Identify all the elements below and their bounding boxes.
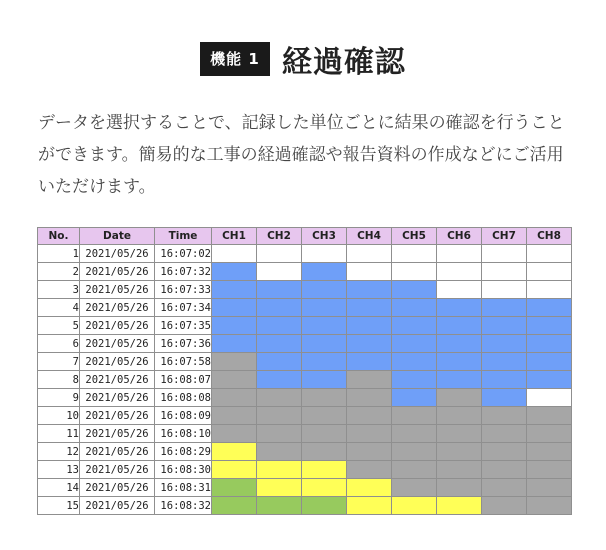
row-number: 4 bbox=[38, 299, 80, 317]
row-time: 16:08:08 bbox=[155, 389, 212, 407]
channel-cell-ch3 bbox=[302, 407, 347, 425]
channel-cell-ch2 bbox=[257, 425, 302, 443]
channel-cell-ch2 bbox=[257, 335, 302, 353]
row-number: 7 bbox=[38, 353, 80, 371]
feature-title: 経過確認 bbox=[281, 45, 406, 80]
row-date: 2021/05/26 bbox=[80, 389, 155, 407]
channel-cell-ch7 bbox=[482, 299, 527, 317]
row-date: 2021/05/26 bbox=[80, 281, 155, 299]
channel-cell-ch8 bbox=[527, 479, 572, 497]
channel-cell-ch3 bbox=[302, 263, 347, 281]
channel-cell-ch8 bbox=[527, 497, 572, 515]
table-row[interactable] bbox=[38, 353, 572, 371]
table-row[interactable] bbox=[38, 461, 572, 479]
row-date: 2021/05/26 bbox=[80, 245, 155, 263]
channel-cell-ch1 bbox=[212, 371, 257, 389]
channel-cell-ch3 bbox=[302, 479, 347, 497]
channel-cell-ch2 bbox=[257, 263, 302, 281]
table-header-row bbox=[38, 228, 572, 245]
channel-cell-ch2 bbox=[257, 479, 302, 497]
column-header-time: Time bbox=[155, 228, 212, 245]
channel-cell-ch1 bbox=[212, 389, 257, 407]
row-time: 16:07:33 bbox=[155, 281, 212, 299]
channel-cell-ch4 bbox=[347, 263, 392, 281]
channel-cell-ch4 bbox=[347, 353, 392, 371]
channel-cell-ch5 bbox=[392, 245, 437, 263]
column-header-date: Date bbox=[80, 228, 155, 245]
row-time: 16:08:32 bbox=[155, 497, 212, 515]
channel-cell-ch6 bbox=[437, 479, 482, 497]
channel-cell-ch5 bbox=[392, 299, 437, 317]
row-time: 16:07:36 bbox=[155, 335, 212, 353]
row-date: 2021/05/26 bbox=[80, 263, 155, 281]
column-header-ch3: CH3 bbox=[302, 228, 347, 245]
channel-cell-ch4 bbox=[347, 461, 392, 479]
channel-cell-ch6 bbox=[437, 389, 482, 407]
row-number: 9 bbox=[38, 389, 80, 407]
channel-cell-ch2 bbox=[257, 281, 302, 299]
channel-cell-ch8 bbox=[527, 245, 572, 263]
channel-cell-ch1 bbox=[212, 317, 257, 335]
channel-cell-ch3 bbox=[302, 497, 347, 515]
channel-cell-ch7 bbox=[482, 281, 527, 299]
channel-cell-ch7 bbox=[482, 371, 527, 389]
channel-cell-ch6 bbox=[437, 497, 482, 515]
row-time: 16:08:10 bbox=[155, 425, 212, 443]
channel-cell-ch2 bbox=[257, 317, 302, 335]
channel-cell-ch5 bbox=[392, 389, 437, 407]
channel-cell-ch4 bbox=[347, 335, 392, 353]
table-row[interactable] bbox=[38, 245, 572, 263]
row-date: 2021/05/26 bbox=[80, 335, 155, 353]
channel-cell-ch2 bbox=[257, 443, 302, 461]
row-time: 16:08:09 bbox=[155, 407, 212, 425]
channel-cell-ch1 bbox=[212, 245, 257, 263]
table-body bbox=[38, 245, 572, 515]
channel-cell-ch3 bbox=[302, 389, 347, 407]
channel-cell-ch5 bbox=[392, 281, 437, 299]
row-time: 16:07:58 bbox=[155, 353, 212, 371]
channel-cell-ch8 bbox=[527, 317, 572, 335]
channel-cell-ch6 bbox=[437, 461, 482, 479]
row-time: 16:08:07 bbox=[155, 371, 212, 389]
row-date: 2021/05/26 bbox=[80, 425, 155, 443]
channel-cell-ch7 bbox=[482, 335, 527, 353]
channel-cell-ch8 bbox=[527, 299, 572, 317]
channel-cell-ch8 bbox=[527, 353, 572, 371]
channel-cell-ch8 bbox=[527, 443, 572, 461]
table-row[interactable] bbox=[38, 407, 572, 425]
row-time: 16:08:29 bbox=[155, 443, 212, 461]
row-number: 12 bbox=[38, 443, 80, 461]
column-header-no: No. bbox=[38, 228, 80, 245]
channel-cell-ch1 bbox=[212, 443, 257, 461]
column-header-ch2: CH2 bbox=[257, 228, 302, 245]
channel-cell-ch8 bbox=[527, 335, 572, 353]
channel-cell-ch4 bbox=[347, 389, 392, 407]
channel-cell-ch2 bbox=[257, 461, 302, 479]
channel-cell-ch1 bbox=[212, 461, 257, 479]
table-row[interactable] bbox=[38, 371, 572, 389]
row-date: 2021/05/26 bbox=[80, 299, 155, 317]
row-number: 11 bbox=[38, 425, 80, 443]
channel-cell-ch1 bbox=[212, 497, 257, 515]
channel-cell-ch6 bbox=[437, 335, 482, 353]
channel-cell-ch7 bbox=[482, 443, 527, 461]
channel-cell-ch8 bbox=[527, 425, 572, 443]
channel-cell-ch3 bbox=[302, 281, 347, 299]
channel-cell-ch7 bbox=[482, 245, 527, 263]
row-number: 3 bbox=[38, 281, 80, 299]
row-date: 2021/05/26 bbox=[80, 443, 155, 461]
channel-cell-ch6 bbox=[437, 371, 482, 389]
channel-cell-ch1 bbox=[212, 353, 257, 371]
channel-cell-ch4 bbox=[347, 497, 392, 515]
row-number: 14 bbox=[38, 479, 80, 497]
channel-cell-ch5 bbox=[392, 479, 437, 497]
row-number: 2 bbox=[38, 263, 80, 281]
channel-cell-ch2 bbox=[257, 371, 302, 389]
row-date: 2021/05/26 bbox=[80, 497, 155, 515]
channel-cell-ch6 bbox=[437, 317, 482, 335]
channel-cell-ch7 bbox=[482, 389, 527, 407]
channel-cell-ch4 bbox=[347, 425, 392, 443]
channel-cell-ch5 bbox=[392, 263, 437, 281]
channel-cell-ch3 bbox=[302, 317, 347, 335]
channel-cell-ch2 bbox=[257, 389, 302, 407]
row-time: 16:07:35 bbox=[155, 317, 212, 335]
measurement-log-table bbox=[37, 227, 572, 515]
feature-description: データを選択することで、記録した単位ごとに結果の確認を行うことができます。簡易的な工事の経過確認や報告資料の作成などにご活用いただけます。 bbox=[38, 113, 565, 197]
channel-cell-ch5 bbox=[392, 335, 437, 353]
column-header-ch4: CH4 bbox=[347, 228, 392, 245]
channel-cell-ch3 bbox=[302, 335, 347, 353]
channel-cell-ch3 bbox=[302, 443, 347, 461]
channel-cell-ch1 bbox=[212, 425, 257, 443]
table-row[interactable] bbox=[38, 299, 572, 317]
table-row[interactable] bbox=[38, 479, 572, 497]
channel-cell-ch8 bbox=[527, 389, 572, 407]
channel-cell-ch3 bbox=[302, 461, 347, 479]
channel-cell-ch8 bbox=[527, 371, 572, 389]
channel-cell-ch7 bbox=[482, 407, 527, 425]
column-header-ch1: CH1 bbox=[212, 228, 257, 245]
table-row[interactable] bbox=[38, 443, 572, 461]
channel-cell-ch3 bbox=[302, 353, 347, 371]
channel-cell-ch2 bbox=[257, 299, 302, 317]
channel-cell-ch8 bbox=[527, 263, 572, 281]
feature-heading bbox=[0, 37, 606, 81]
channel-cell-ch2 bbox=[257, 497, 302, 515]
channel-cell-ch1 bbox=[212, 263, 257, 281]
row-date: 2021/05/26 bbox=[80, 461, 155, 479]
row-date: 2021/05/26 bbox=[80, 353, 155, 371]
channel-cell-ch4 bbox=[347, 317, 392, 335]
channel-cell-ch3 bbox=[302, 299, 347, 317]
channel-cell-ch4 bbox=[347, 281, 392, 299]
row-number: 1 bbox=[38, 245, 80, 263]
channel-cell-ch3 bbox=[302, 425, 347, 443]
channel-cell-ch1 bbox=[212, 407, 257, 425]
row-number: 13 bbox=[38, 461, 80, 479]
channel-cell-ch5 bbox=[392, 407, 437, 425]
channel-cell-ch5 bbox=[392, 317, 437, 335]
channel-cell-ch2 bbox=[257, 245, 302, 263]
channel-cell-ch1 bbox=[212, 479, 257, 497]
channel-cell-ch8 bbox=[527, 407, 572, 425]
channel-cell-ch8 bbox=[527, 281, 572, 299]
table-row[interactable] bbox=[38, 263, 572, 281]
channel-cell-ch3 bbox=[302, 245, 347, 263]
table-row[interactable] bbox=[38, 425, 572, 443]
channel-cell-ch2 bbox=[257, 353, 302, 371]
channel-cell-ch5 bbox=[392, 497, 437, 515]
channel-cell-ch1 bbox=[212, 335, 257, 353]
channel-cell-ch5 bbox=[392, 443, 437, 461]
channel-cell-ch6 bbox=[437, 281, 482, 299]
channel-cell-ch6 bbox=[437, 353, 482, 371]
column-header-ch7: CH7 bbox=[482, 228, 527, 245]
channel-cell-ch2 bbox=[257, 407, 302, 425]
row-number: 10 bbox=[38, 407, 80, 425]
channel-cell-ch5 bbox=[392, 425, 437, 443]
row-date: 2021/05/26 bbox=[80, 371, 155, 389]
row-number: 5 bbox=[38, 317, 80, 335]
channel-cell-ch8 bbox=[527, 461, 572, 479]
column-header-ch5: CH5 bbox=[392, 228, 437, 245]
row-time: 16:07:02 bbox=[155, 245, 212, 263]
row-time: 16:08:30 bbox=[155, 461, 212, 479]
channel-cell-ch4 bbox=[347, 371, 392, 389]
channel-cell-ch4 bbox=[347, 479, 392, 497]
channel-cell-ch4 bbox=[347, 443, 392, 461]
channel-cell-ch7 bbox=[482, 353, 527, 371]
channel-cell-ch7 bbox=[482, 425, 527, 443]
row-date: 2021/05/26 bbox=[80, 479, 155, 497]
channel-cell-ch6 bbox=[437, 407, 482, 425]
channel-cell-ch4 bbox=[347, 407, 392, 425]
channel-cell-ch6 bbox=[437, 299, 482, 317]
channel-cell-ch7 bbox=[482, 317, 527, 335]
table-row[interactable] bbox=[38, 281, 572, 299]
channel-cell-ch4 bbox=[347, 299, 392, 317]
channel-cell-ch7 bbox=[482, 461, 527, 479]
feature-badge: 機能 1 bbox=[200, 42, 270, 76]
row-time: 16:07:32 bbox=[155, 263, 212, 281]
channel-cell-ch6 bbox=[437, 443, 482, 461]
row-number: 15 bbox=[38, 497, 80, 515]
row-time: 16:07:34 bbox=[155, 299, 212, 317]
channel-cell-ch6 bbox=[437, 263, 482, 281]
column-header-ch6: CH6 bbox=[437, 228, 482, 245]
row-time: 16:08:31 bbox=[155, 479, 212, 497]
row-number: 6 bbox=[38, 335, 80, 353]
table-row[interactable] bbox=[38, 497, 572, 515]
channel-cell-ch1 bbox=[212, 281, 257, 299]
channel-cell-ch5 bbox=[392, 371, 437, 389]
channel-cell-ch7 bbox=[482, 263, 527, 281]
log-table-container bbox=[37, 227, 572, 515]
table-row[interactable] bbox=[38, 389, 572, 407]
channel-cell-ch5 bbox=[392, 461, 437, 479]
channel-cell-ch3 bbox=[302, 371, 347, 389]
channel-cell-ch6 bbox=[437, 245, 482, 263]
channel-cell-ch6 bbox=[437, 425, 482, 443]
row-number: 8 bbox=[38, 371, 80, 389]
channel-cell-ch5 bbox=[392, 353, 437, 371]
column-header-ch8: CH8 bbox=[527, 228, 572, 245]
channel-cell-ch1 bbox=[212, 299, 257, 317]
row-date: 2021/05/26 bbox=[80, 407, 155, 425]
channel-cell-ch7 bbox=[482, 497, 527, 515]
table-row[interactable] bbox=[38, 317, 572, 335]
table-row[interactable] bbox=[38, 335, 572, 353]
row-date: 2021/05/26 bbox=[80, 317, 155, 335]
channel-cell-ch7 bbox=[482, 479, 527, 497]
channel-cell-ch4 bbox=[347, 245, 392, 263]
